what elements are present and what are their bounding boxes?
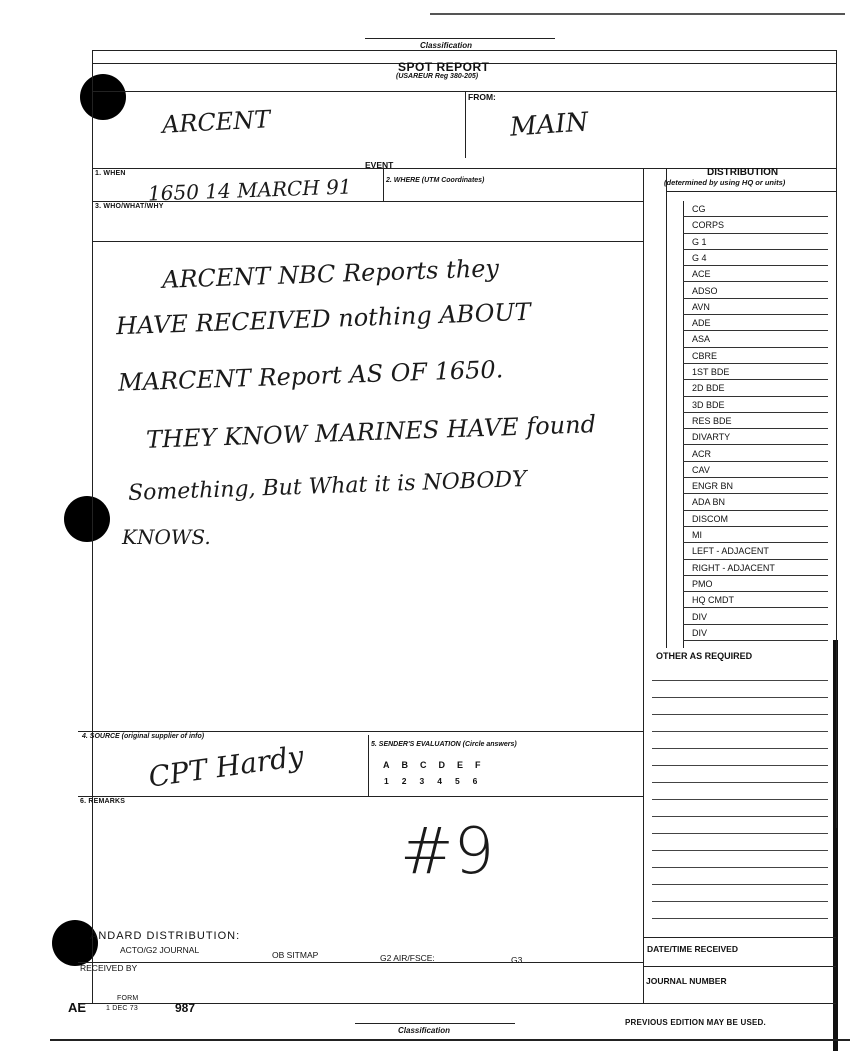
eval-number-2[interactable]: 2 [401, 776, 407, 786]
source-label: 4. SOURCE (original supplier of info) [82, 733, 205, 740]
eval-letter-d[interactable]: D [438, 760, 445, 770]
date-time-rule [643, 937, 836, 938]
other-line[interactable] [652, 901, 828, 902]
dist-item-avn[interactable]: AVN [683, 299, 828, 315]
from-value: MAIN [509, 107, 590, 143]
dist-item-acr[interactable]: ACR [683, 446, 828, 462]
main-right-divider [643, 168, 644, 1003]
dist-item-discom[interactable]: DISCOM [683, 511, 828, 527]
eval-letter-b[interactable]: B [401, 760, 408, 770]
hole-punch-middle [64, 496, 110, 542]
journal-rule-bottom [643, 1003, 836, 1004]
form-ae: AE [68, 1000, 87, 1015]
acto-g2-journal: ACTO/G2 JOURNAL [120, 945, 200, 955]
g3-label: G3 [511, 955, 523, 965]
journal-number: JOURNAL NUMBER [646, 976, 727, 986]
dist-item-mi[interactable]: MI [683, 527, 828, 543]
journal-rule-top [643, 966, 836, 967]
when-rule [92, 201, 643, 202]
narrative-line-3: MARCENT Report AS OF 1650. [117, 355, 504, 397]
source-signature: CPT Hardy [146, 739, 306, 794]
other-line[interactable] [652, 697, 828, 698]
dist-item-3d-bde[interactable]: 3D BDE [683, 397, 828, 413]
other-line[interactable] [652, 714, 828, 715]
left-frame [92, 168, 93, 1003]
source-rule [78, 731, 643, 732]
from-label: FROM: [468, 92, 496, 102]
eval-number-5[interactable]: 5 [454, 776, 460, 786]
other-line[interactable] [652, 799, 828, 800]
form-date: 1 DEC 73 [106, 1005, 138, 1012]
form-bottom-rule [78, 1003, 643, 1004]
distribution-subtitle: (determined by using HQ or units) [664, 178, 786, 187]
dist-item-corps[interactable]: CORPS [683, 217, 828, 233]
other-line[interactable] [652, 816, 828, 817]
dist-item-g4[interactable]: G 4 [683, 250, 828, 266]
dist-item-pmo[interactable]: PMO [683, 576, 828, 592]
previous-edition: PREVIOUS EDITION MAY BE USED. [625, 1018, 766, 1027]
dist-item-divarty[interactable]: DIVARTY [683, 429, 828, 445]
dist-item-ace[interactable]: ACE [683, 266, 828, 282]
other-line[interactable] [652, 884, 828, 885]
dist-item-engr-bn[interactable]: ENGR BN [683, 478, 828, 494]
dist-item-2d-bde[interactable]: 2D BDE [683, 380, 828, 396]
narrative-line-6: KNOWS. [122, 525, 211, 549]
eval-letters [383, 760, 481, 770]
dist-item-ade[interactable]: ADE [683, 315, 828, 331]
who-label: 3. WHO/WHAT/WHY [95, 203, 164, 210]
standard-distribution: ANDARD DISTRIBUTION: [90, 930, 241, 942]
narrative-line-2: HAVE RECEIVED nothing ABOUT [115, 297, 532, 341]
eval-letter-e[interactable]: E [457, 760, 464, 770]
eval-letter-c[interactable]: C [420, 760, 427, 770]
dist-item-cbre[interactable]: CBRE [683, 348, 828, 364]
form-regulation: (USAREUR Reg 380-205) [396, 73, 479, 80]
other-line[interactable] [652, 918, 828, 919]
ob-sitmap: OB SITMAP [272, 950, 319, 960]
remarks-label: 6. REMARKS [80, 798, 126, 805]
where-label: 2. WHERE (UTM Coordinates) [386, 177, 485, 184]
classification-rule-top [365, 38, 555, 39]
dist-item-asa[interactable]: ASA [683, 331, 828, 347]
dist-item-div-1[interactable]: DIV [683, 609, 828, 625]
scan-line-top [430, 13, 845, 15]
event-label: EVENT [365, 160, 394, 170]
dist-item-res-bde[interactable]: RES BDE [683, 413, 828, 429]
dist-item-right-adjacent[interactable]: RIGHT - ADJACENT [683, 560, 828, 576]
received-rule [78, 962, 643, 963]
other-line[interactable] [652, 850, 828, 851]
dist-item-g1[interactable]: G 1 [683, 234, 828, 250]
other-as-required: OTHER AS REQUIRED [656, 651, 753, 661]
classification-bottom: Classification [398, 1026, 451, 1035]
eval-number-3[interactable]: 3 [419, 776, 425, 786]
other-line[interactable] [652, 748, 828, 749]
narrative-line-5: Something, But What it is NOBODY [127, 467, 527, 506]
dist-item-left-adjacent[interactable]: LEFT - ADJACENT [683, 543, 828, 559]
evaluation-label: 5. SENDER'S EVALUATION (Circle answers) [371, 741, 517, 748]
g2-air-fsce: G2 AIR/FSCE: [380, 953, 435, 963]
remarks-value: #9 [400, 815, 495, 889]
eval-number-1[interactable]: 1 [384, 776, 389, 786]
other-line[interactable] [652, 731, 828, 732]
eval-numbers [384, 776, 477, 786]
source-eval-divider [368, 735, 369, 796]
remarks-rule [78, 796, 643, 797]
form-number: 987 [175, 1001, 196, 1015]
dist-item-ada-bn[interactable]: ADA BN [683, 494, 828, 510]
eval-number-4[interactable]: 4 [437, 776, 442, 786]
dist-item-1st-bde[interactable]: 1ST BDE [683, 364, 828, 380]
form-word: FORM [117, 995, 139, 1002]
when-value: 1650 14 MARCH 91 [147, 174, 352, 206]
dist-right-frame [836, 168, 837, 828]
narrative-line-1: ARCENT NBC Reports they [161, 254, 500, 294]
narrative-line-4: THEY KNOW MARINES HAVE found [145, 410, 597, 454]
eval-letter-a[interactable]: A [383, 760, 390, 770]
page-bottom-rule [50, 1039, 850, 1041]
other-line[interactable] [652, 782, 828, 783]
when-label: 1. WHEN [95, 170, 126, 177]
to-from-divider [465, 91, 466, 158]
distribution-title: DISTRIBUTION [707, 167, 779, 178]
dist-item-cav[interactable]: CAV [683, 462, 828, 478]
who-rule [92, 241, 643, 242]
to-value: ARCENT [161, 105, 271, 139]
eval-number-6[interactable]: 6 [472, 776, 478, 786]
classification-top: Classification [420, 41, 473, 50]
other-line[interactable] [652, 833, 828, 834]
received-by: RECEIVED BY [80, 963, 138, 973]
form-title: SPOT REPORT [398, 60, 490, 74]
date-time-received: DATE/TIME RECEIVED [647, 944, 738, 954]
other-line[interactable] [652, 867, 828, 868]
dist-item-cg[interactable]: CG [683, 201, 828, 217]
distribution-left [666, 168, 667, 648]
dist-item-hq-cmdt[interactable]: HQ CMDT [683, 592, 828, 608]
dist-item-div-2[interactable]: DIV [683, 625, 828, 641]
other-line[interactable] [652, 680, 828, 681]
classification-rule-bottom [355, 1023, 515, 1024]
when-where-divider [383, 168, 384, 201]
other-line[interactable] [652, 765, 828, 766]
dist-item-adso[interactable]: ADSO [683, 283, 828, 299]
eval-letter-f[interactable]: F [475, 760, 481, 770]
distribution-rule [666, 191, 836, 192]
